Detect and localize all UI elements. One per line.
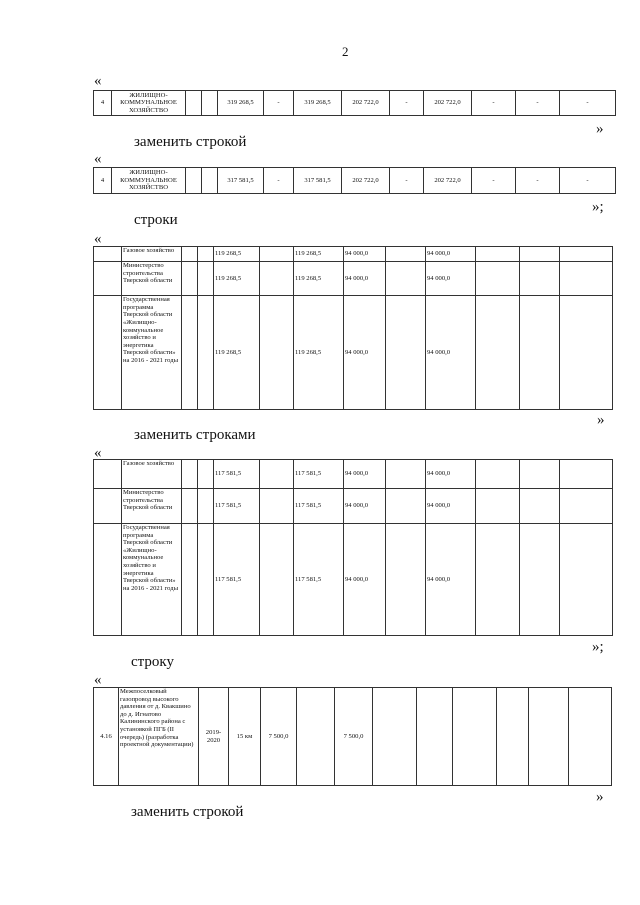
- value-cell: 94 000,0: [344, 489, 386, 524]
- dash-cell: -: [560, 91, 616, 116]
- close-quote: »: [597, 412, 605, 428]
- value-cell: 94 000,0: [344, 460, 386, 489]
- value-cell: 117 581,5: [294, 460, 344, 489]
- value-cell: 317 581,5: [218, 168, 264, 194]
- dash-cell: -: [390, 168, 424, 194]
- row-name: Государственная программа Тверской области «Жилищно-коммунальное хозяйство и энергетика Тверской области» на 2016 - 2021 годы: [122, 524, 182, 636]
- value-cell: 119 268,5: [294, 296, 344, 410]
- value-cell: 119 268,5: [214, 247, 260, 262]
- value-cell: 319 268,5: [218, 91, 264, 116]
- row-name: Министерство строительства Тверской области: [122, 489, 182, 524]
- table-original-row: [93, 90, 616, 116]
- value-cell: 94 000,0: [426, 262, 476, 296]
- table-replacement-row: [93, 167, 616, 194]
- value-cell: 202 722,0: [424, 91, 472, 116]
- table-replacement-rows: [93, 459, 613, 636]
- instruction-label: заменить строками: [134, 427, 256, 443]
- close-quote: »;: [592, 199, 604, 215]
- section-name: ЖИЛИЩНО-КОММУНАЛЬНОЕ ХОЗЯЙСТВО: [112, 91, 186, 116]
- instruction-label: заменить строкой: [131, 804, 244, 820]
- instruction-label: заменить строкой: [134, 134, 247, 150]
- dash-cell: -: [264, 168, 294, 194]
- value-cell: 117 581,5: [214, 489, 260, 524]
- dash-cell: -: [390, 91, 424, 116]
- page-number: 2: [342, 44, 349, 59]
- open-quote: «: [94, 151, 102, 167]
- value-cell: 94 000,0: [344, 524, 386, 636]
- value-cell: 119 268,5: [294, 247, 344, 262]
- value-cell: 7 500,0: [261, 688, 297, 786]
- instruction-label: строки: [134, 212, 178, 228]
- years-cell: 2019-2020: [199, 688, 229, 786]
- value-cell: 202 722,0: [424, 168, 472, 194]
- value-cell: 317 581,5: [294, 168, 342, 194]
- section-name: ЖИЛИЩНО-КОММУНАЛЬНОЕ ХОЗЯЙСТВО: [112, 168, 186, 194]
- object-name: Межпоселковый газопровод высокого давления от д. Квакшино до д. Игнатово Калининского района с установкой ПГБ (II очередь) (разработка проектной документации): [119, 688, 199, 786]
- length-cell: 15 км: [229, 688, 261, 786]
- value-cell: 94 000,0: [426, 296, 476, 410]
- value-cell: 119 268,5: [294, 262, 344, 296]
- instruction-label: строку: [131, 654, 174, 670]
- close-quote: »: [596, 789, 604, 805]
- dash-cell: -: [472, 91, 516, 116]
- value-cell: 94 000,0: [426, 524, 476, 636]
- close-quote: »;: [592, 639, 604, 655]
- row-name: Газовое хозяйство: [122, 247, 182, 262]
- value-cell: 94 000,0: [426, 460, 476, 489]
- value-cell: 117 581,5: [294, 489, 344, 524]
- value-cell: 117 581,5: [294, 524, 344, 636]
- value-cell: 94 000,0: [344, 296, 386, 410]
- open-quote: «: [94, 73, 102, 89]
- value-cell: 119 268,5: [214, 262, 260, 296]
- open-quote: «: [94, 672, 102, 688]
- dash-cell: -: [560, 168, 616, 194]
- value-cell: 94 000,0: [426, 247, 476, 262]
- value-cell: 94 000,0: [344, 262, 386, 296]
- row-number: 4: [94, 168, 112, 194]
- dash-cell: -: [516, 91, 560, 116]
- value-cell: 202 722,0: [342, 91, 390, 116]
- table-original-rows: [93, 246, 613, 410]
- dash-cell: -: [516, 168, 560, 194]
- row-number: 4.16: [94, 688, 119, 786]
- open-quote: «: [94, 231, 102, 247]
- value-cell: 7 500,0: [335, 688, 373, 786]
- row-name: Государственная программа Тверской области «Жилищно-коммунальное хозяйство и энергетика Тверской области» на 2016 - 2021 годы: [122, 296, 182, 410]
- value-cell: 117 581,5: [214, 460, 260, 489]
- row-name: Министерство строительства Тверской области: [122, 262, 182, 296]
- dash-cell: -: [264, 91, 294, 116]
- value-cell: 119 268,5: [214, 296, 260, 410]
- value-cell: 94 000,0: [344, 247, 386, 262]
- value-cell: 94 000,0: [426, 489, 476, 524]
- row-name: Газовое хозяйство: [122, 460, 182, 489]
- open-quote: «: [94, 445, 102, 461]
- value-cell: 319 268,5: [294, 91, 342, 116]
- row-number: 4: [94, 91, 112, 116]
- value-cell: 202 722,0: [342, 168, 390, 194]
- dash-cell: -: [472, 168, 516, 194]
- value-cell: 117 581,5: [214, 524, 260, 636]
- table-object-row: [93, 687, 612, 786]
- close-quote: »: [596, 121, 604, 137]
